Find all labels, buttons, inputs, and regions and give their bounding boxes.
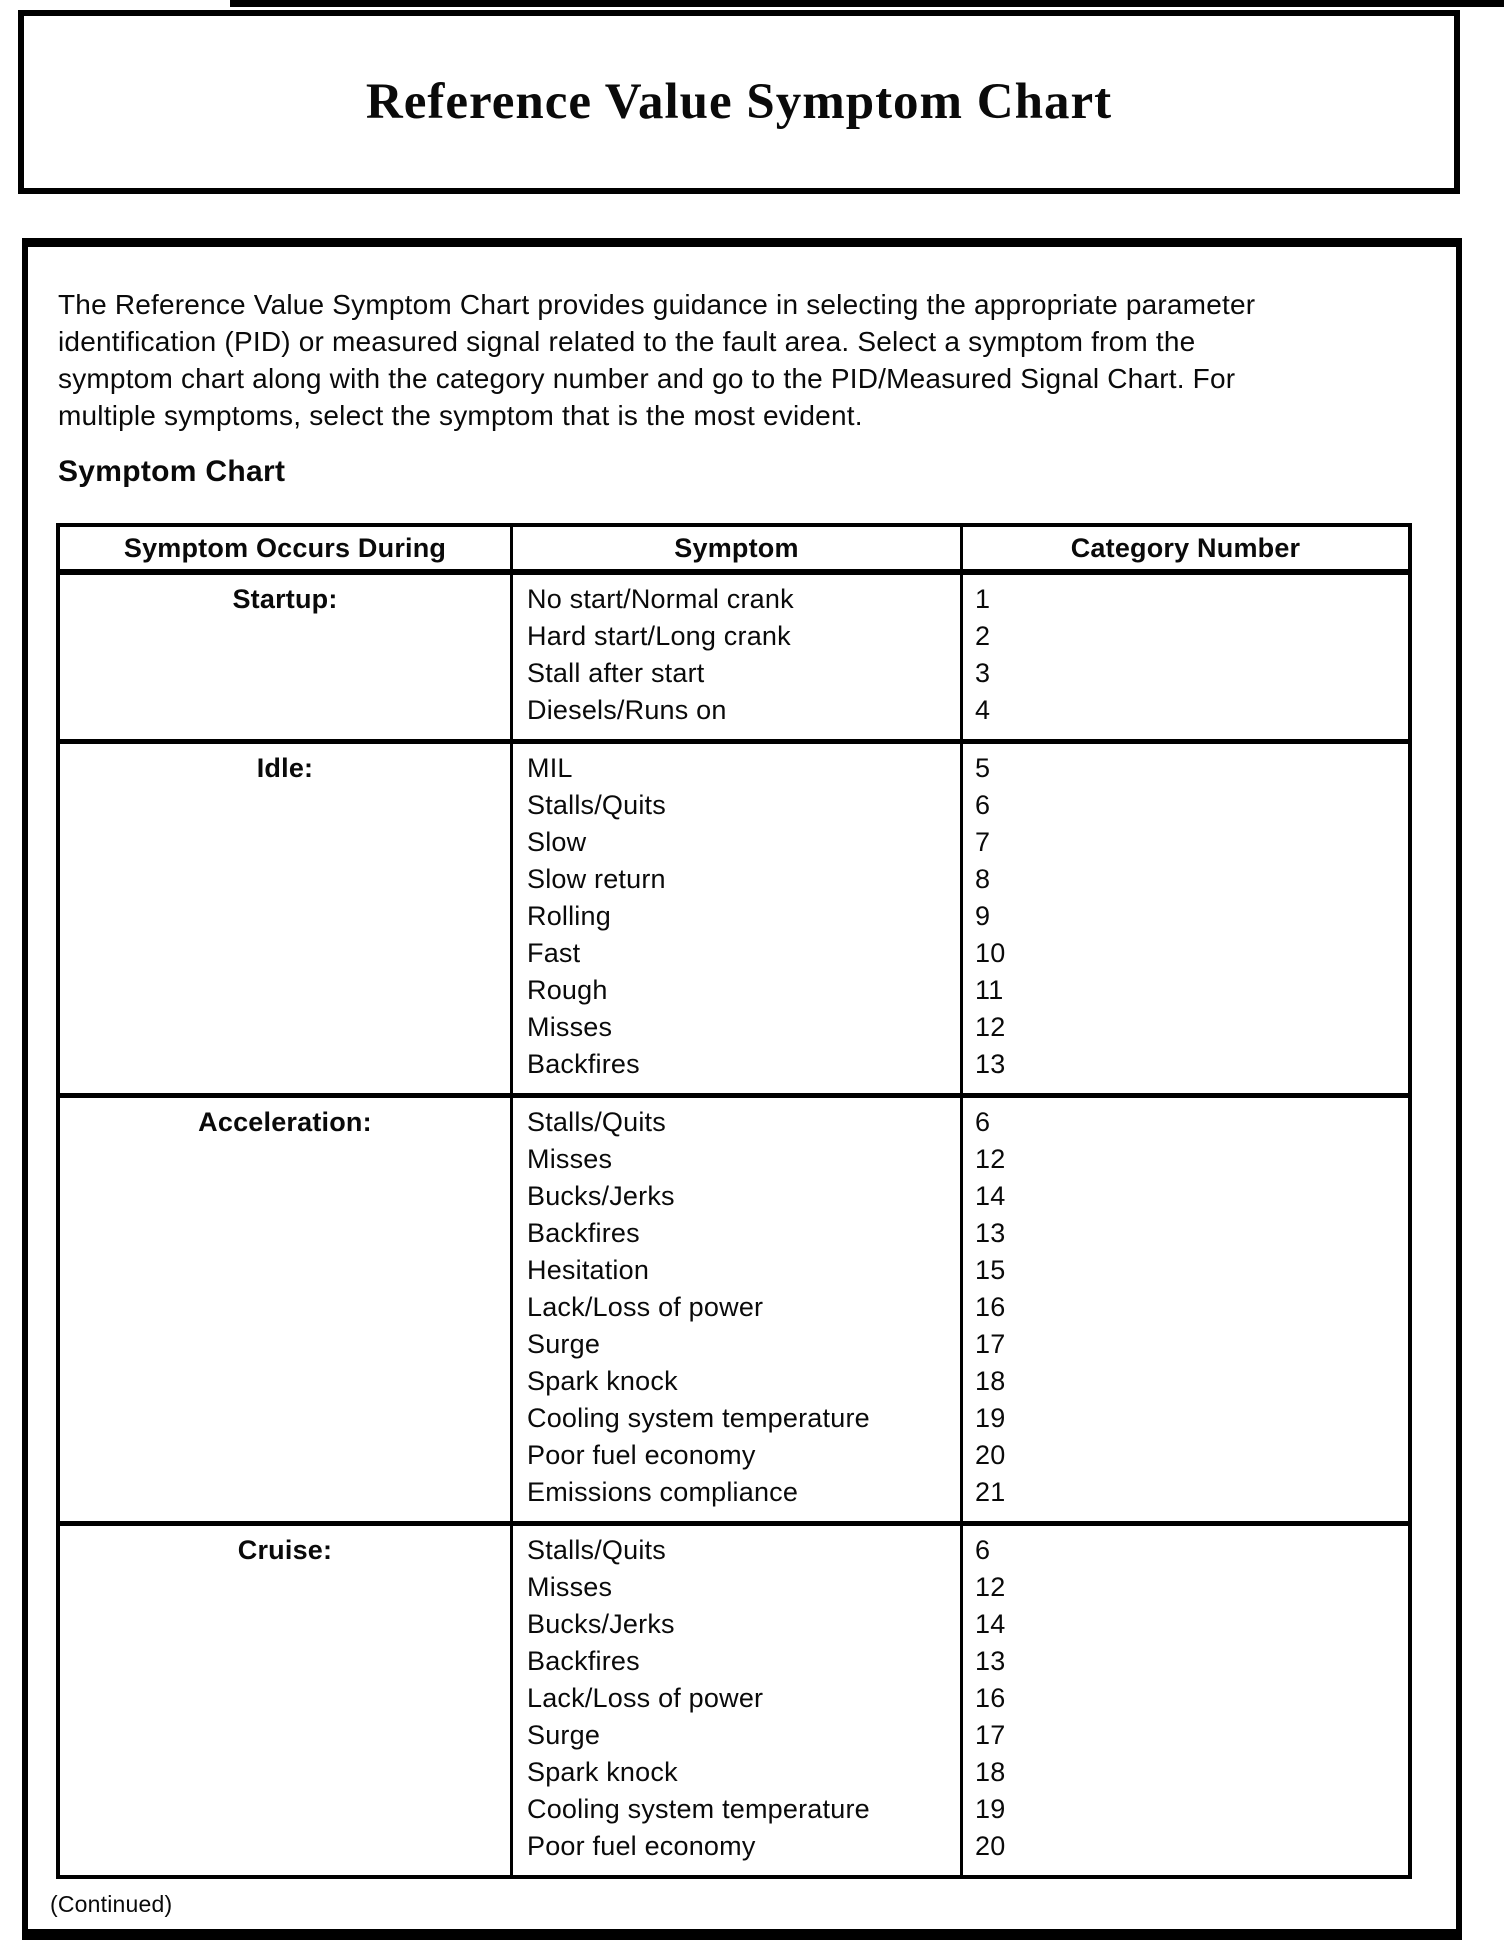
symptom-column [513, 744, 963, 1093]
occurs-during-cell [60, 1526, 513, 1875]
category-cell: 8 [975, 864, 991, 894]
category-cell: 13 [975, 1646, 1006, 1676]
category-cell: 19 [975, 1794, 1006, 1824]
symptom-column [513, 575, 963, 739]
occurs-during-label: Idle: [256, 753, 314, 783]
symptom-cell: Emissions compliance [527, 1477, 799, 1507]
scan-artifact-top [230, 0, 1504, 7]
symptom-cell: Misses [527, 1144, 613, 1174]
symptom-cell: Lack/Loss of power [527, 1683, 764, 1713]
occurs-during-label: Cruise: [237, 1535, 333, 1565]
symptom-cell: Cooling system temperature [527, 1403, 870, 1433]
column-header-symptom: Symptom [513, 527, 963, 569]
category-cell: 21 [975, 1477, 1006, 1507]
category-cell: 6 [975, 1107, 991, 1137]
category-cell: 4 [975, 695, 991, 725]
category-cell: 14 [975, 1181, 1006, 1211]
category-cell: 18 [975, 1757, 1006, 1787]
category-cell: 16 [975, 1292, 1006, 1322]
occurs-during-cell [60, 1098, 513, 1521]
occurs-during-label: Acceleration: [198, 1107, 372, 1137]
intro-line: symptom chart along with the category number and go to the PID/Measured Signal Chart. For [58, 363, 1236, 394]
symptom-chart-heading: Symptom Chart [58, 455, 286, 488]
category-column [963, 1098, 1408, 1521]
symptom-cell: Backfires [527, 1646, 640, 1676]
category-cell: 12 [975, 1144, 1006, 1174]
category-cell: 19 [975, 1403, 1006, 1433]
category-cell: 1 [975, 584, 991, 614]
category-cell: 13 [975, 1049, 1006, 1079]
category-cell: 16 [975, 1683, 1006, 1713]
category-cell: 13 [975, 1218, 1006, 1248]
category-cell: 17 [975, 1720, 1006, 1750]
intro-paragraph [58, 286, 1255, 434]
category-column [963, 744, 1408, 1093]
symptom-cell: Fast [527, 938, 581, 968]
category-cell: 9 [975, 901, 991, 931]
occurs-during-label: Startup: [232, 584, 338, 614]
category-column [963, 575, 1408, 739]
continued-note: (Continued) [50, 1891, 173, 1917]
intro-line: multiple symptoms, select the symptom that is the most evident. [58, 400, 863, 431]
table-section [60, 575, 1408, 739]
symptom-cell: Misses [527, 1012, 613, 1042]
symptom-cell: Surge [527, 1329, 601, 1359]
intro-line: The Reference Value Symptom Chart provides guidance in selecting the appropriate parameter [58, 289, 1256, 320]
symptom-cell: Rough [527, 975, 608, 1005]
table-section [60, 1521, 1408, 1875]
symptom-cell: Surge [527, 1720, 601, 1750]
symptom-cell: Lack/Loss of power [527, 1292, 764, 1322]
symptom-cell: Stalls/Quits [527, 1535, 666, 1565]
symptom-cell: No start/Normal crank [527, 584, 794, 614]
symptom-cell: Cooling system temperature [527, 1794, 870, 1824]
category-cell: 6 [975, 1535, 991, 1565]
category-cell: 20 [975, 1831, 1006, 1861]
symptom-cell: Misses [527, 1572, 613, 1602]
symptom-column [513, 1526, 963, 1875]
symptom-cell: Hard start/Long crank [527, 621, 791, 651]
symptom-column [513, 1098, 963, 1521]
category-cell: 10 [975, 938, 1006, 968]
title-box [18, 10, 1460, 194]
symptom-cell: Slow [527, 827, 587, 857]
category-cell: 17 [975, 1329, 1006, 1359]
symptom-cell: Hesitation [527, 1255, 650, 1285]
symptom-cell: MIL [527, 753, 573, 783]
symptom-cell: Spark knock [527, 1366, 678, 1396]
column-header-symptom-occurs-during: Symptom Occurs During [60, 527, 513, 569]
category-cell: 7 [975, 827, 991, 857]
content-box [22, 238, 1462, 1940]
symptom-cell: Diesels/Runs on [527, 695, 727, 725]
symptom-cell: Spark knock [527, 1757, 678, 1787]
symptom-cell: Bucks/Jerks [527, 1181, 675, 1211]
table-body [60, 575, 1408, 1875]
table-section [60, 739, 1408, 1093]
symptom-cell: Stall after start [527, 658, 705, 688]
symptom-cell: Slow return [527, 864, 666, 894]
table-header-row [60, 527, 1408, 575]
symptom-cell: Backfires [527, 1049, 640, 1079]
table-section [60, 1093, 1408, 1521]
category-cell: 11 [975, 975, 1004, 1005]
category-cell: 2 [975, 621, 991, 651]
category-column [963, 1526, 1408, 1875]
intro-line: identification (PID) or measured signal related to the fault area. Select a symptom from the [58, 326, 1196, 357]
category-cell: 18 [975, 1366, 1006, 1396]
page-title: Reference Value Symptom Chart [365, 74, 1113, 130]
category-cell: 6 [975, 790, 991, 820]
symptom-cell: Poor fuel economy [527, 1831, 756, 1861]
category-cell: 5 [975, 753, 991, 783]
occurs-during-cell [60, 744, 513, 1093]
category-cell: 20 [975, 1440, 1006, 1470]
category-cell: 12 [975, 1012, 1006, 1042]
category-cell: 14 [975, 1609, 1006, 1639]
symptom-cell: Rolling [527, 901, 611, 931]
symptom-cell: Bucks/Jerks [527, 1609, 675, 1639]
category-cell: 15 [975, 1255, 1006, 1285]
category-cell: 3 [975, 658, 991, 688]
symptom-table [56, 523, 1412, 1879]
category-cell: 12 [975, 1572, 1006, 1602]
occurs-during-cell [60, 575, 513, 739]
symptom-cell: Stalls/Quits [527, 1107, 666, 1137]
symptom-cell: Poor fuel economy [527, 1440, 756, 1470]
column-header-category-number: Category Number [1070, 532, 1301, 563]
symptom-cell: Stalls/Quits [527, 790, 666, 820]
symptom-cell: Backfires [527, 1218, 640, 1248]
